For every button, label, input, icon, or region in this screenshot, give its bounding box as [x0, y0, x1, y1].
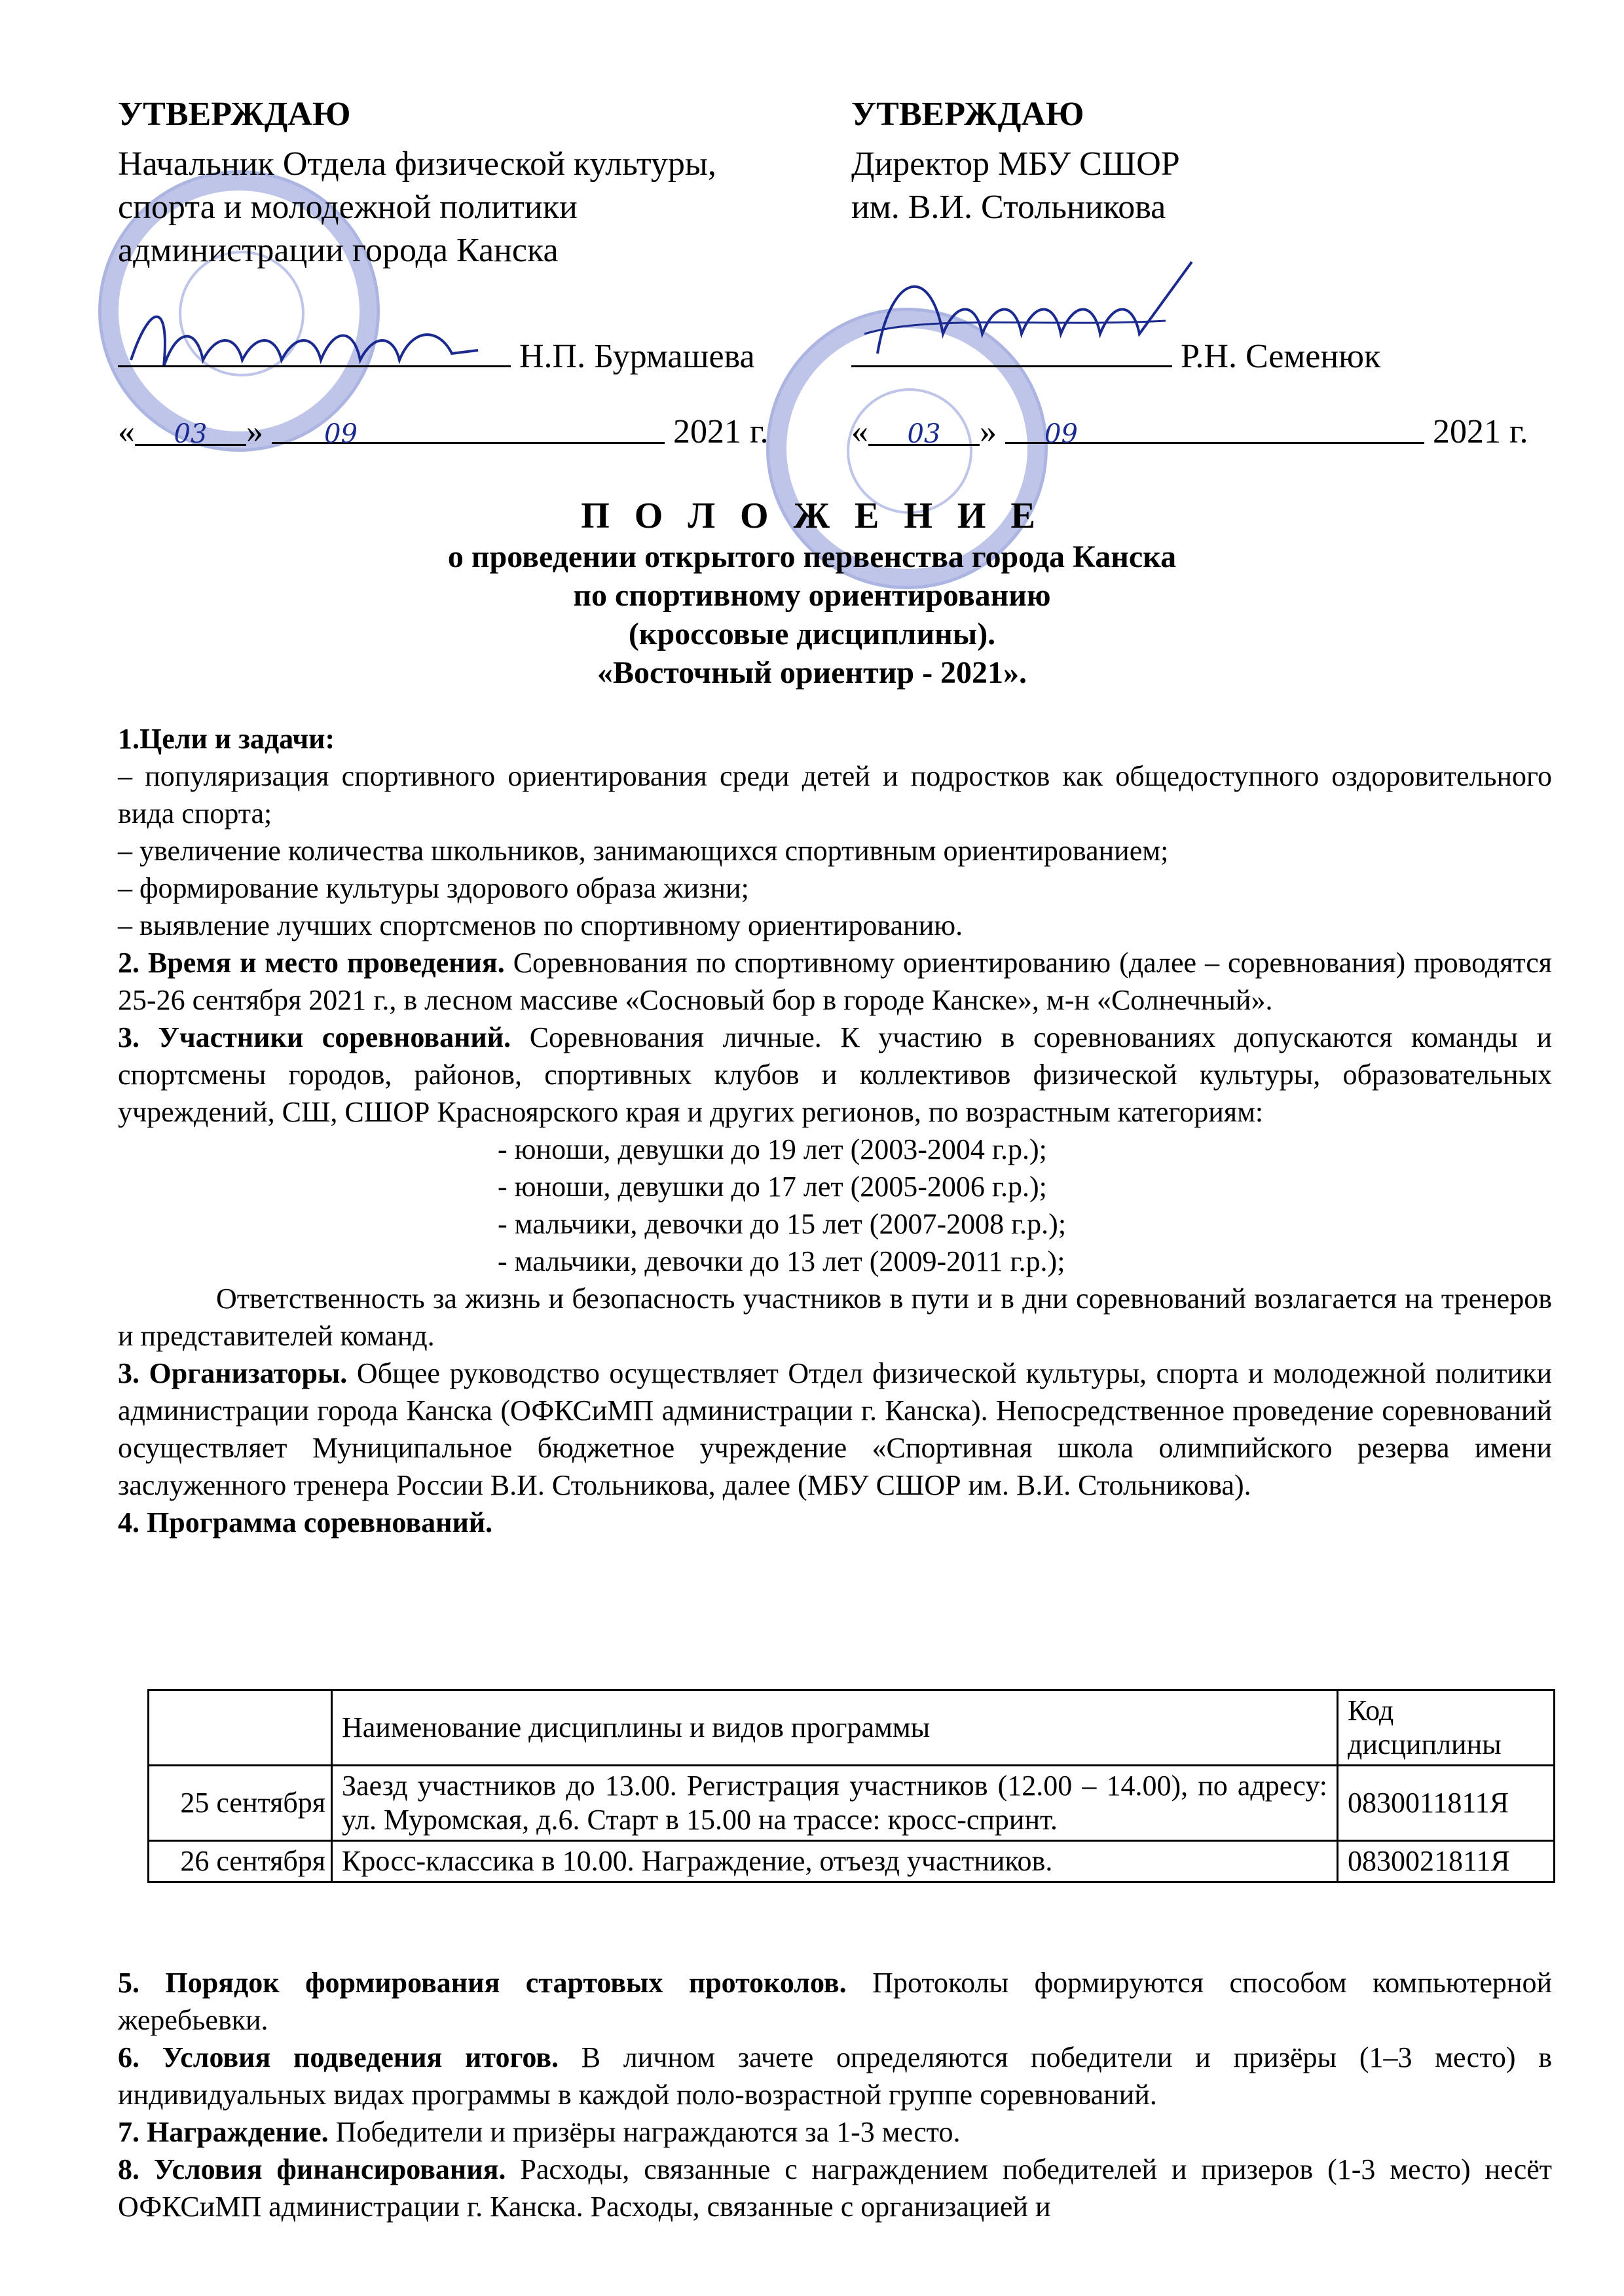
table-row — [149, 1766, 1555, 1841]
section-7-title: 7. Награждение. — [118, 2116, 329, 2148]
title-line: «Восточный ориентир - 2021». — [597, 655, 1027, 690]
section-2 — [118, 944, 1552, 1019]
table-header-cell — [149, 1690, 332, 1766]
section-6-title: 6. Условия подведения итогов. — [118, 2041, 559, 2073]
table-cell-description: Заезд участников до 13.00. Регистрация участников (12.00 – 14.00), по адресу: ул. Муромская, д.6. Старт в 15.00 на трассе: кросс-спринт. — [332, 1766, 1338, 1841]
responsibility-text: Ответственность за жизнь и безопасность участников в пути и в дни соревнований возлагается на тренеров и представителей команд. — [118, 1283, 1552, 1352]
date-month: 09 — [1044, 419, 1078, 449]
title-line: (кроссовые дисциплины). — [628, 617, 996, 651]
date-year: 2021 г. — [673, 413, 769, 450]
section-6-text: В личном зачете определяются победители и призёры (1–3 место) в индивидуальных видах программы в каждой поло-возрастной группе соревнований. — [118, 2041, 1552, 2111]
date-year: 2021 г. — [1433, 413, 1528, 450]
section-4-title: 4. Программа соревнований. — [118, 1506, 493, 1539]
approval-block-right — [851, 92, 1559, 229]
age-category: - мальчики, девочки до 15 лет (2007-2008 г.р.); — [498, 1208, 1067, 1240]
approval-line: спорта и молодежной политики — [118, 189, 578, 226]
section-8 — [118, 2151, 1552, 2225]
title-heading: П О Л О Ж Е Н И Е — [581, 496, 1043, 536]
date-day: 03 — [907, 419, 941, 449]
document-title — [0, 494, 1624, 692]
section-1-item: – формирование культуры здорового образа жизни; — [118, 872, 749, 904]
age-category: - юноши, девушки до 17 лет (2005-2006 г.р.); — [498, 1171, 1047, 1203]
approval-line: Начальник Отдела физической культуры, — [118, 145, 716, 183]
approval-line: им. В.И. Стольникова — [851, 189, 1166, 226]
table-header-cell: Наименование дисциплины и видов программы — [332, 1690, 1338, 1766]
section-8-title: 8. Условия финансирования. — [118, 2153, 506, 2185]
section-1-item: – выявление лучших спортсменов по спортивному ориентированию. — [118, 909, 963, 941]
table-cell-date: 25 сентября — [149, 1766, 332, 1841]
section-1-item: – популяризация спортивного ориентирования среди детей и подростков как общедоступного оздоровительного вида спорта; — [118, 760, 1552, 829]
section-5-text: Протоколы формируются способом компьютерной жеребьевки. — [118, 1967, 1553, 2036]
signatory-name: Р.Н. Семенюк — [1181, 338, 1381, 375]
table-cell-code: 0830011811Я — [1338, 1766, 1555, 1841]
date-line-right: « 03 » 09 2021 г. — [851, 413, 1528, 450]
section-1-title: 1.Цели и задачи: — [118, 723, 335, 755]
section-2-text: Соревнования по спортивному ориентированию (далее – соревнования) проводятся 25-26 сентября 2021 г., в лесном массиве «Сосновый бор в городе Канске», м-н «Солнечный». — [118, 947, 1552, 1016]
approval-block-left — [118, 92, 825, 272]
signature-line-left — [118, 334, 755, 376]
section-6 — [118, 2039, 1552, 2113]
document-body-continued — [118, 1964, 1552, 2225]
age-category: - мальчики, девочки до 13 лет (2009-2011 г.р.); — [498, 1245, 1065, 1277]
date-line-left: « 03 » 09 2021 г. — [118, 413, 769, 450]
section-2-title: 2. Время и место проведения. — [118, 947, 505, 979]
section-organizers — [118, 1355, 1552, 1504]
organizers-text: Общее руководство осуществляет Отдел физической культуры, спорта и молодежной политики администрации города Канска (ОФКСиМП администрации г. Канска). Непосредственное проведение соревнований осуществляет Муниципальное бюджетное учреждение «Спортивная школа олимпийского резерва имени заслуженного тренера России В.И. Стольникова, далее (МБУ СШОР им. В.И. Стольникова). — [118, 1357, 1553, 1501]
section-7-text: Победители и призёры награждаются за 1-3 место. — [328, 2116, 961, 2148]
organizers-title: 3. Организаторы. — [118, 1357, 348, 1389]
table-cell-date: 26 сентября — [149, 1841, 332, 1882]
table-header-cell: Код дисциплины — [1338, 1690, 1555, 1766]
signature-line-right — [851, 334, 1380, 376]
approval-heading: УТВЕРЖДАЮ — [851, 96, 1084, 133]
section-1-item: – увеличение количества школьников, занимающихся спортивным ориентированием; — [118, 835, 1169, 867]
age-category: - юноши, девушки до 19 лет (2003-2004 г.р.); — [498, 1133, 1047, 1165]
signatory-name: Н.П. Бурмашева — [519, 338, 755, 375]
title-line: по спортивному ориентированию — [573, 578, 1051, 613]
table-cell-code: 0830021811Я — [1338, 1841, 1555, 1882]
document-body — [118, 720, 1552, 1541]
table-header-row — [149, 1690, 1555, 1766]
approval-heading: УТВЕРЖДАЮ — [118, 96, 351, 133]
section-8-text: Расходы, связанные с награждением победителей и призеров (1-3 место) несёт ОФКСиМП администрации г. Канска. Расходы, связанные с организацией и — [118, 2153, 1552, 2223]
program-table — [147, 1689, 1555, 1883]
section-5 — [118, 1964, 1552, 2039]
title-line: о проведении открытого первенства города Канска — [447, 539, 1177, 574]
date-month: 09 — [324, 419, 358, 449]
section-3 — [118, 1019, 1552, 1131]
date-day: 03 — [174, 419, 208, 449]
table-row — [149, 1841, 1555, 1882]
table-cell-description: Кросс-классика в 10.00. Награждение, отъезд участников. — [332, 1841, 1338, 1882]
section-3-title: 3. Участники соревнований. — [118, 1021, 511, 1053]
section-7 — [118, 2113, 1552, 2151]
approval-line: администрации города Канска — [118, 232, 559, 269]
section-5-title: 5. Порядок формирования стартовых протоколов. — [118, 1967, 847, 1999]
approval-line: Директор МБУ СШОР — [851, 145, 1180, 183]
section-3-text: Соревнования личные. К участию в соревнованиях допускаются команды и спортсмены городов, районов, спортивных клубов и коллективов физической культуры, образовательных учреждений, СШ, СШОР Красноярского края и других регионов, по возрастным категориям: — [118, 1021, 1552, 1128]
